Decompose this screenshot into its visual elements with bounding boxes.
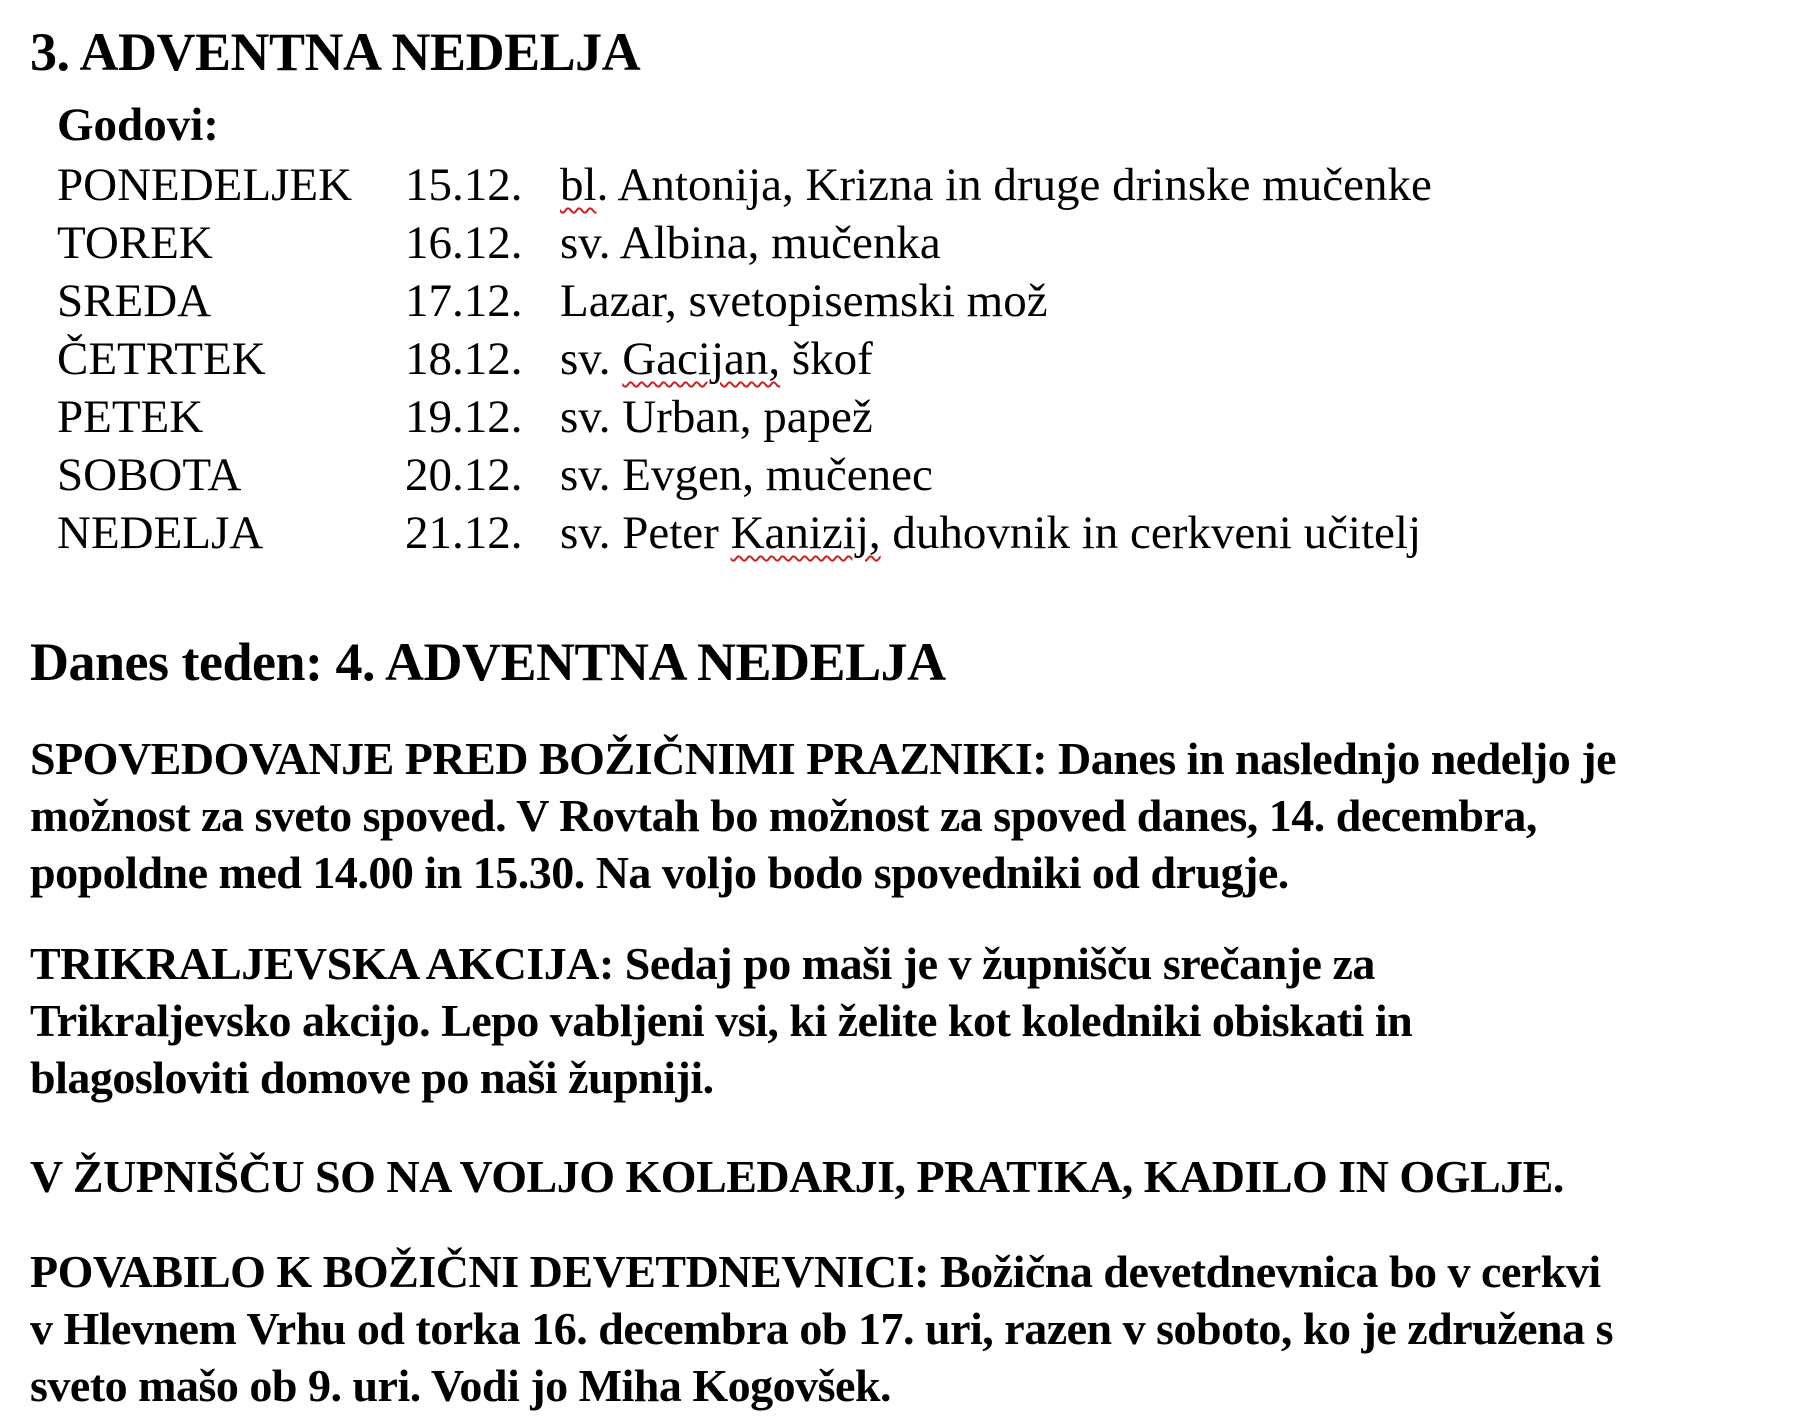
paragraph-parish-office (30, 1148, 1779, 1205)
feast-days-table (57, 156, 1779, 562)
day-cell: PONEDELJEK (57, 159, 353, 211)
paragraph-novena (30, 1243, 1779, 1414)
description-text: sv. (560, 333, 623, 385)
date-cell: 20.12. (405, 449, 523, 501)
date-cell: 18.12. (405, 333, 523, 385)
date-cell: 15.12. (405, 159, 523, 211)
description-cell (560, 388, 1779, 446)
table-row (57, 446, 1779, 504)
description-cell (560, 504, 1779, 562)
paragraph-line: blagosloviti domove po naši župniji. (30, 1052, 714, 1103)
paragraph-line: POVABILO K BOŽIČNI DEVETDNEVNICI: Božična devetdnevnica bo v cerkvi (30, 1246, 1601, 1297)
date-cell: 17.12. (405, 275, 523, 327)
paragraph-confession (30, 730, 1779, 901)
misspelled-word: bl (560, 159, 597, 211)
day-cell: PETEK (57, 391, 204, 443)
paragraph-three-kings (30, 935, 1779, 1106)
paragraph-line: možnost za sveto spoved. V Rovtah bo možnost za spoved danes, 14. decembra, (30, 790, 1537, 841)
table-row (57, 330, 1779, 388)
day-cell: SOBOTA (57, 449, 242, 501)
day-cell: TOREK (57, 217, 213, 269)
date-cell: 19.12. (405, 391, 523, 443)
table-row (57, 214, 1779, 272)
description-text: duhovnik in cerkveni učitelj (880, 507, 1422, 559)
description-cell (560, 272, 1779, 330)
date-cell: 21.12. (405, 507, 523, 559)
misspelled-word: Gacijan, (622, 333, 781, 385)
day-cell: ČETRTEK (57, 333, 266, 385)
description-cell (560, 156, 1779, 214)
paragraph-line: sveto mašo ob 9. uri. Vodi jo Miha Kogovšek. (30, 1360, 892, 1411)
description-text: sv. Albina, mučenka (560, 217, 941, 269)
paragraph-line: Trikraljevsko akcijo. Lepo vabljeni vsi, ki želite kot koledniki obiskati in (30, 995, 1413, 1046)
paragraph-line: popoldne med 14.00 in 15.30. Na voljo bodo spovedniki od drugje. (30, 847, 1289, 898)
table-row (57, 156, 1779, 214)
misspelled-word: Kanizij, (730, 507, 881, 559)
description-text: Lazar, svetopisemski mož (560, 275, 1048, 327)
paragraph-line: v Hlevnem Vrhu od torka 16. decembra ob 17. uri, razen v soboto, ko je združena s (30, 1303, 1614, 1354)
feast-days-label: Godovi: (57, 99, 219, 151)
day-cell: NEDELJA (57, 507, 264, 559)
description-text: sv. Evgen, mučenec (560, 449, 933, 501)
description-cell (560, 214, 1779, 272)
description-text: . Antonija, Krizna in druge drinske mučenke (596, 159, 1432, 211)
description-cell (560, 446, 1779, 504)
week-heading: Danes teden: 4. ADVENTNA NEDELJA (30, 632, 946, 692)
table-row (57, 388, 1779, 446)
paragraph-line: SPOVEDOVANJE PRED BOŽIČNIMI PRAZNIKI: Danes in naslednjo nedeljo je (30, 733, 1617, 784)
date-cell: 16.12. (405, 217, 523, 269)
paragraph-line: TRIKRALJEVSKA AKCIJA: Sedaj po maši je v župnišču srečanje za (30, 938, 1375, 989)
description-text: sv. Urban, papež (560, 391, 873, 443)
description-cell (560, 330, 1779, 388)
description-text: sv. Peter (560, 507, 731, 559)
page-title: 3. ADVENTNA NEDELJA (30, 22, 641, 82)
paragraph-line: V ŽUPNIŠČU SO NA VOLJO KOLEDARJI, PRATIKA, KADILO IN OGLJE. (30, 1151, 1564, 1202)
description-text: škof (780, 333, 873, 385)
table-row (57, 504, 1779, 562)
day-cell: SREDA (57, 275, 212, 327)
table-row (57, 272, 1779, 330)
